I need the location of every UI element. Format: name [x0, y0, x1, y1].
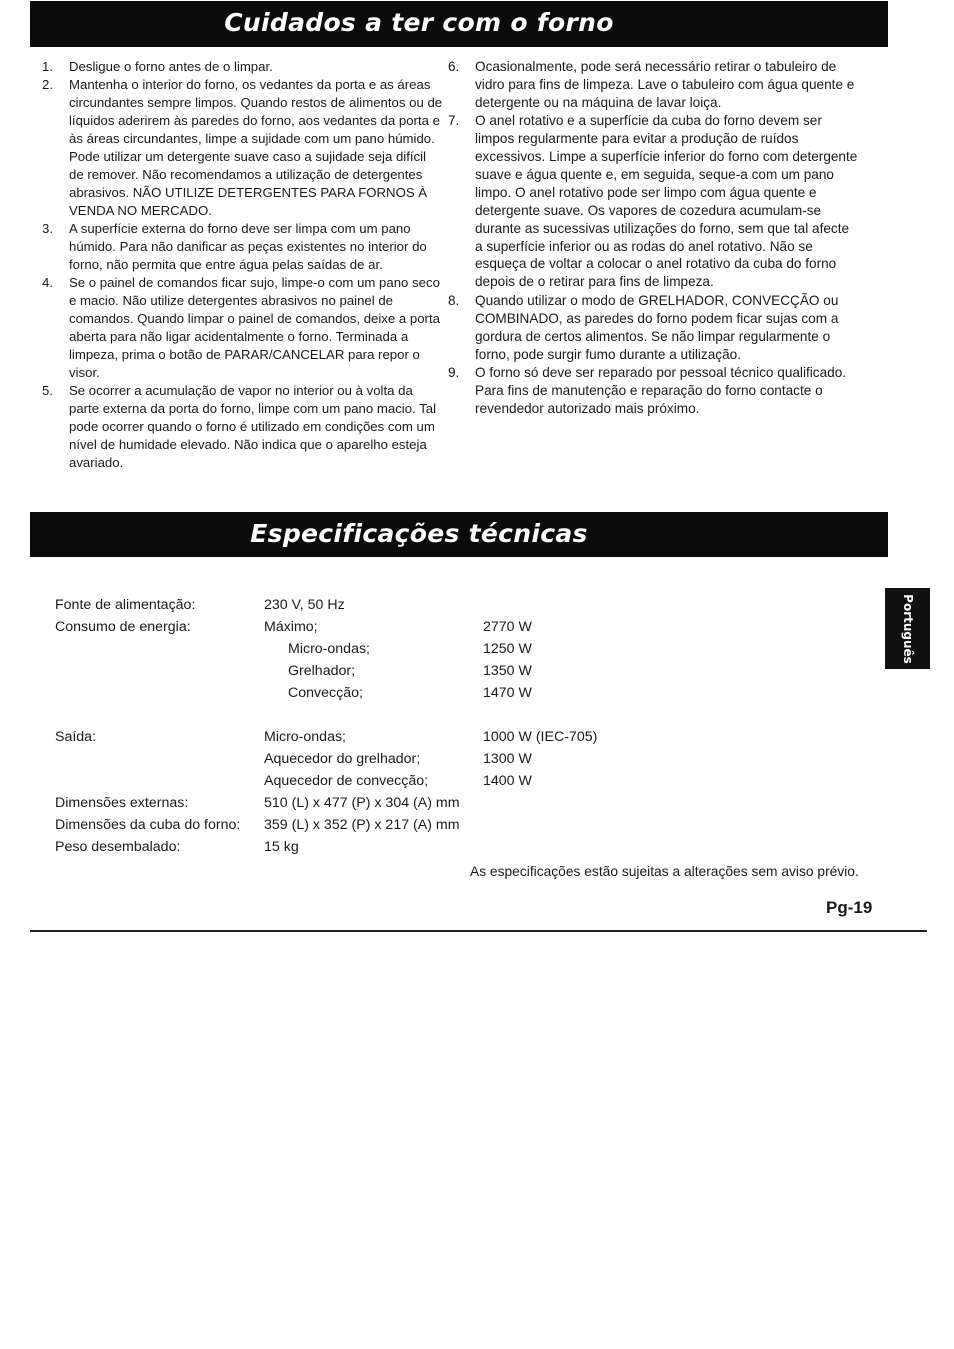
item-text: Desligue o forno antes de o limpar. [69, 59, 273, 74]
item-text: O forno só deve ser reparado por pessoal técnico qualificado. Para fins de manutenção e reparação do forno contacte o revendedor autorizado mais próximo. [475, 364, 847, 416]
spec-value: Aquecedor do grelhador; [264, 751, 421, 767]
item-text: Se ocorrer a acumulação de vapor no interior ou à volta da parte externa da porta do forno, limpe com um pano macio. Tal pode ocorrer quando o forno é utilizado em condições com um nível de humidade elevado. Não indica que o aparelho esteja avariado. [69, 383, 437, 470]
item-text: Ocasionalmente, pode será necessário retirar o tabuleiro de vidro para fins de limpeza. Lave o tabuleiro com água quente e detergente ou na máquina de lavar loiça. [475, 59, 855, 110]
item-number: 5. [42, 383, 53, 399]
spec-value: Máximo; [264, 619, 318, 635]
care-list-right [448, 58, 858, 418]
item-number: 3. [42, 221, 53, 237]
item-text: Se o painel de comandos ficar sujo, limpe-o com um pano seco e macio. Não utilize detergentes abrasivos no painel de comandos. Quando limpar o painel de comandos, deixe a porta aberta para não ligar acidentalmente o forno. Terminada a limpeza, prima o botão de PARAR/CANCELAR para repor o visor. [69, 275, 440, 380]
spec-value: Micro-ondas; [264, 729, 347, 745]
language-tab-label: Português [900, 593, 915, 664]
care-list-left [42, 58, 444, 472]
care-section-title: Cuidados a ter com o forno [30, 1, 888, 47]
item-text: Quando utilizar o modo de GRELHADOR, CONVECÇÃO ou COMBINADO, as paredes do forno podem ficar sujas com a gordura de certos alimentos. Se não limpar regularmente o forno, pode surgir fumo durante a utilização. [475, 292, 839, 362]
specs-disclaimer: As especificações estão sujeitas a alterações sem aviso prévio. [470, 864, 859, 879]
spec-label: Consumo de energia: [55, 619, 191, 635]
page-number: Pg-19 [826, 898, 873, 917]
spec-label: Dimensões da cuba do forno: [55, 817, 241, 833]
list-item [42, 274, 444, 381]
spec-label: Peso desembalado: [55, 839, 181, 855]
spec-amount: 1400 W [483, 773, 532, 789]
item-number: 6. [448, 59, 460, 74]
spec-amount: 1350 W [483, 663, 532, 679]
language-tab [885, 588, 930, 669]
spec-label: Saída: [55, 729, 97, 745]
item-number: 2. [42, 77, 53, 93]
list-item [42, 220, 444, 274]
spec-value: 359 (L) x 352 (P) x 217 (A) mm [264, 817, 460, 833]
item-number: 4. [42, 275, 53, 291]
spec-value: Aquecedor de convecção; [264, 773, 429, 789]
item-text: Mantenha o interior do forno, os vedantes da porta e as áreas circundantes sempre limpos. Quando restos de alimentos ou de líquidos aderirem às paredes do forno, aos vedantes da porta e às áreas circundantes, limpe a sujidade com um pano húmido. Pode utilizar um detergente suave caso a sujidade seja difícil de remover. Não recomendamos a utilização de detergentes abrasivos. NÃO UTILIZE DETERGENTES PARA FORNOS À VENDA NO MERCADO. [69, 77, 443, 218]
spec-value: Convecção; [288, 685, 363, 701]
item-number: 1. [42, 59, 53, 74]
list-item [42, 76, 444, 219]
footer-divider [30, 930, 927, 932]
item-number: 8. [448, 292, 460, 308]
item-text: A superfície externa do forno deve ser limpa com um pano húmido. Para não danificar as peças existentes no interior do forno, não permita que entre água pelas saídas de ar. [69, 221, 427, 272]
spec-amount: 1470 W [483, 685, 532, 701]
item-number: 7. [448, 113, 460, 129]
list-item [42, 382, 444, 472]
spec-label: Dimensões externas: [55, 795, 189, 811]
list-item [448, 112, 858, 291]
spec-amount: 1000 W (IEC-705) [483, 729, 598, 745]
spec-value: 510 (L) x 477 (P) x 304 (A) mm [264, 795, 460, 811]
specs-section-title: Especificações técnicas [30, 512, 888, 557]
list-item [448, 364, 858, 418]
spec-amount: 2770 W [483, 619, 532, 635]
list-item [448, 292, 858, 364]
spec-amount: 1250 W [483, 641, 532, 657]
spec-value: Grelhador; [288, 663, 356, 679]
spec-amount: 1300 W [483, 751, 532, 767]
list-item [448, 58, 858, 112]
spec-value: 15 kg [264, 839, 299, 855]
item-number: 9. [448, 364, 460, 380]
item-text: O anel rotativo e a superfície da cuba do forno devem ser limpos regularmente para evitar a produção de ruídos excessivos. Limpe a superfície inferior do forno com detergente suave e água quente e, em seguida, seque-a com um pano limpo. O anel rotativo pode ser limpo com água quente e detergente suave. Os vapores de cozedura acumulam-se durante as sucessivas utilizações do forno, sem que tal afecte a superfície inferior ou as rodas do anel rotativo. Não se esqueça de voltar a colocar o anel rotativo da cuba do forno depois de o retirar para fins de limpeza. [475, 113, 858, 290]
spec-value: Micro-ondas; [288, 641, 371, 657]
spec-value: 230 V, 50 Hz [264, 597, 345, 613]
list-item [42, 58, 444, 76]
spec-label: Fonte de alimentação: [55, 597, 196, 613]
